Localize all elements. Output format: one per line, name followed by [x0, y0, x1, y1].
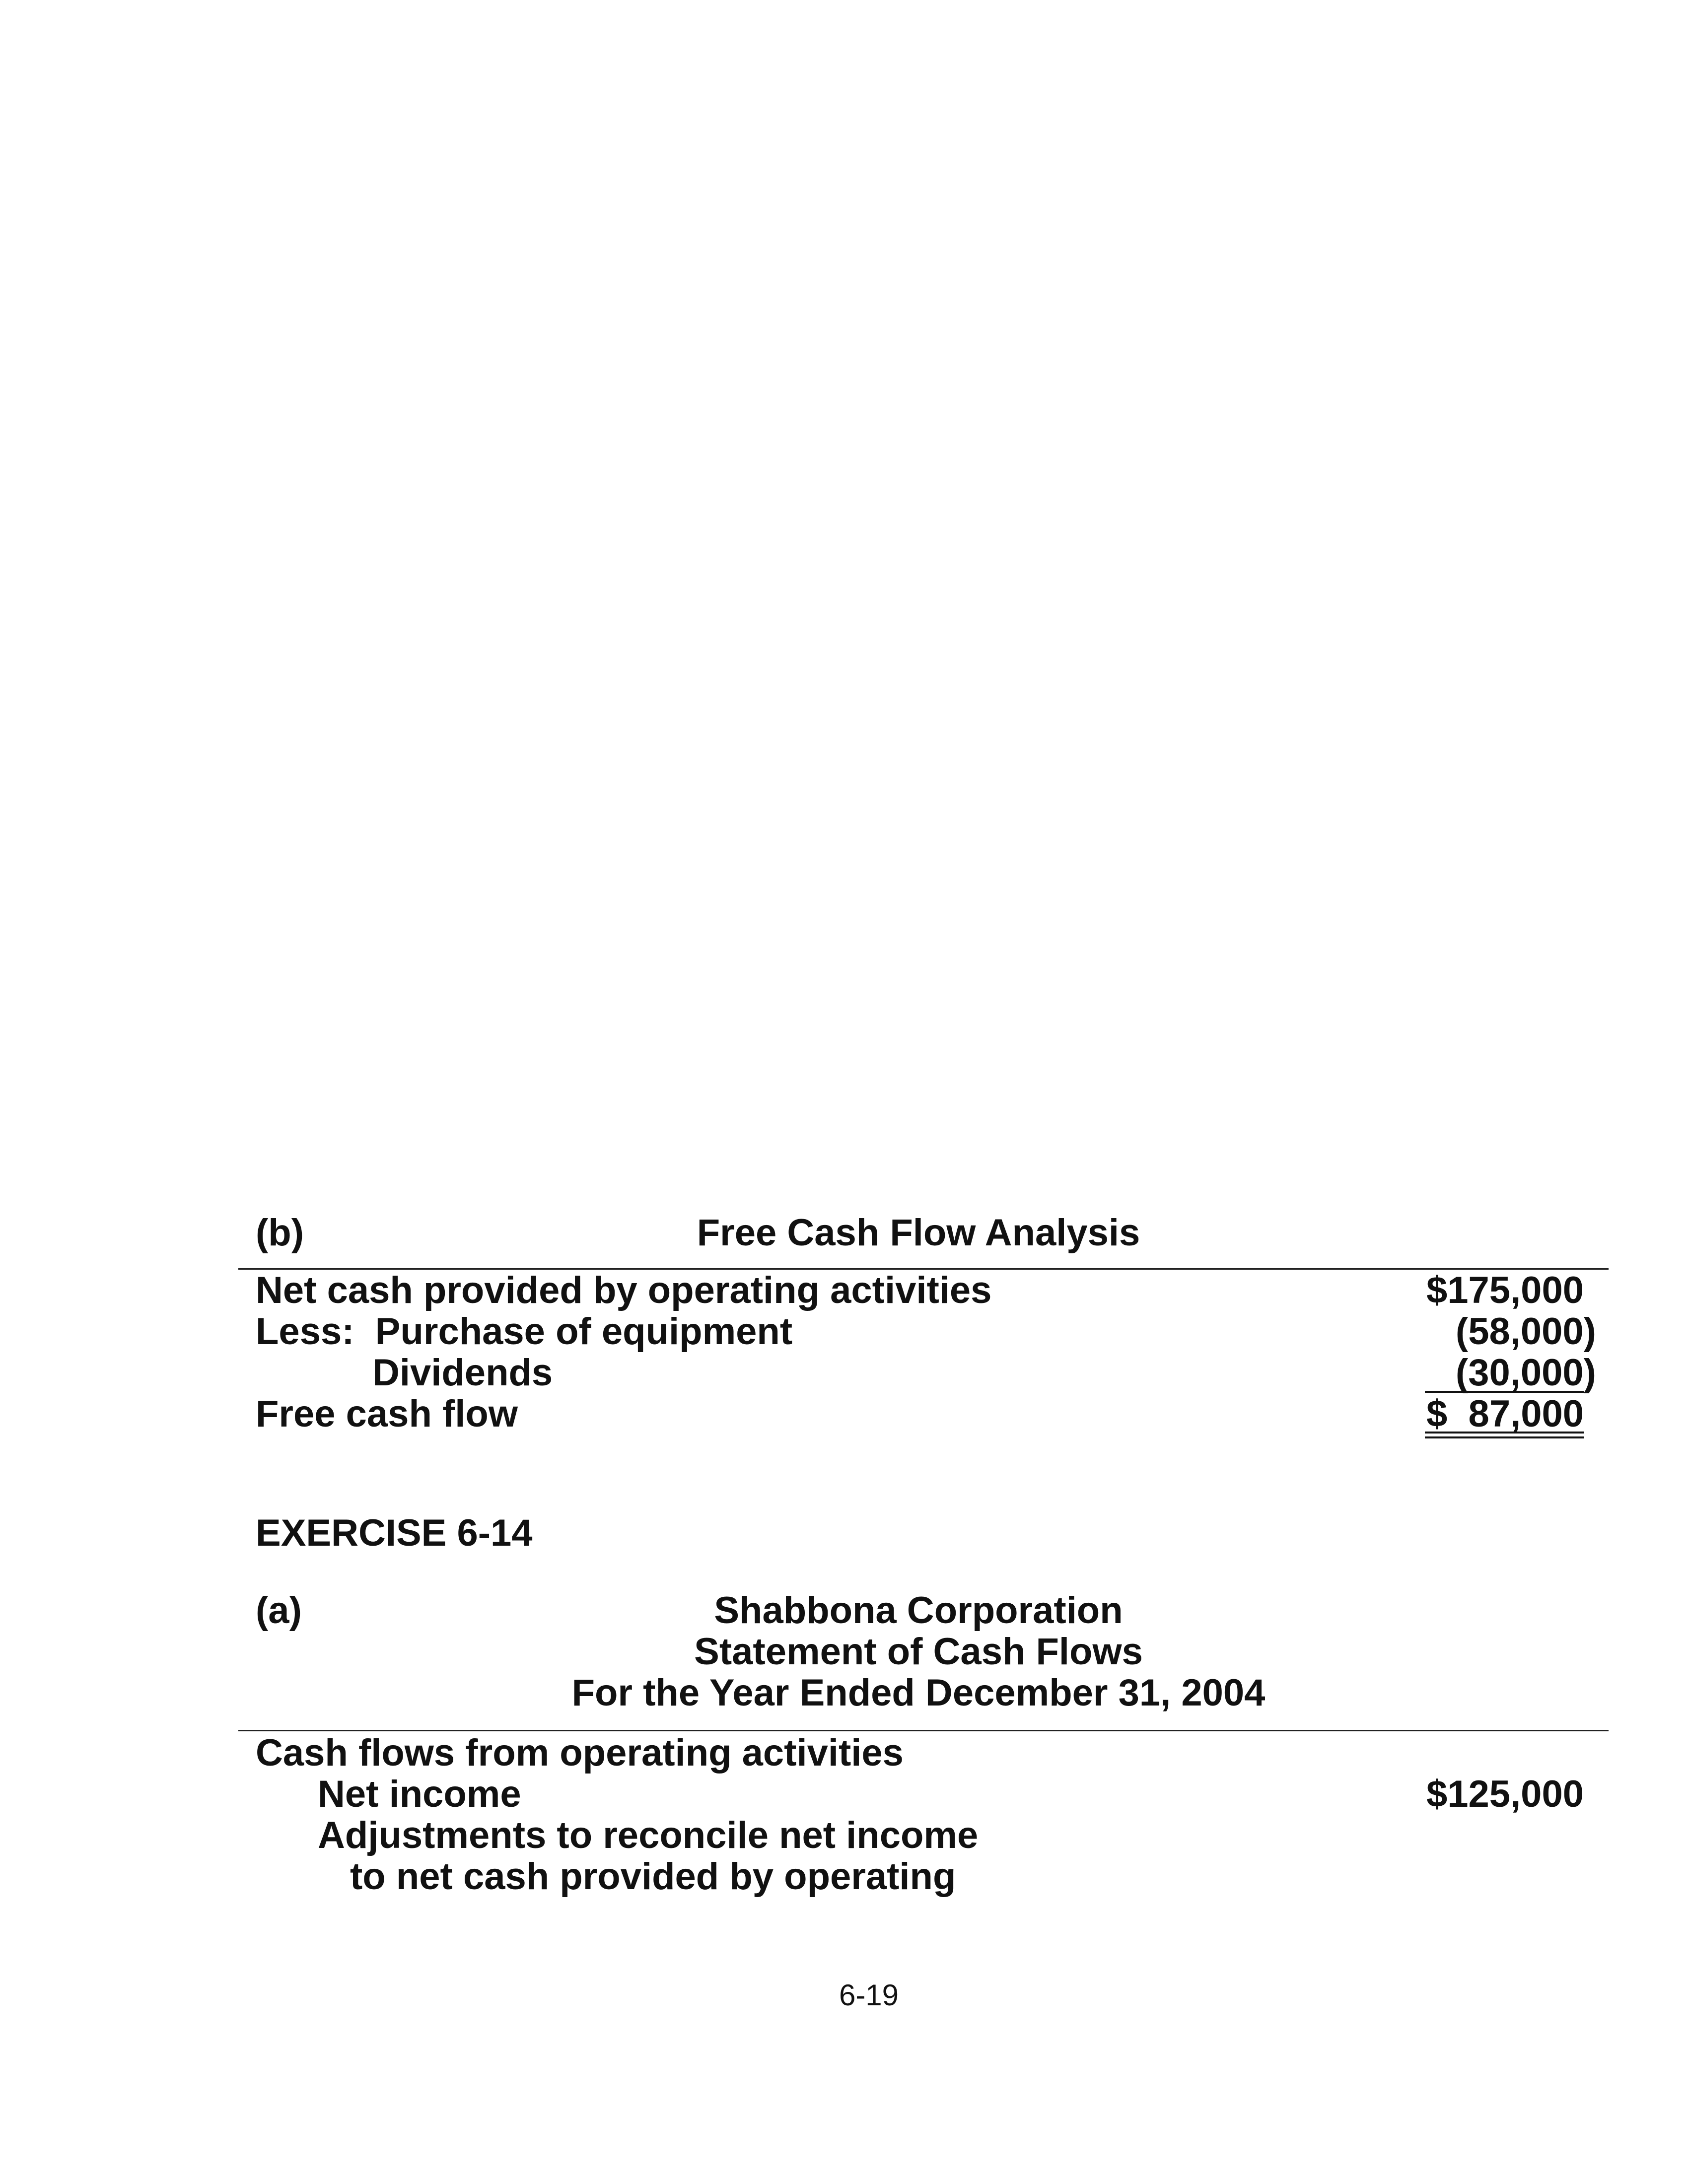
section-a-label: (a) [256, 1589, 302, 1632]
statement-title: Statement of Cash Flows [694, 1631, 1143, 1673]
row-amount-dividends: (30,000) [1455, 1352, 1596, 1394]
free-cash-flow-double-underline-2 [1425, 1436, 1584, 1438]
section-a-rule [238, 1730, 1609, 1731]
row-label-purchase-equipment: Less: Purchase of equipment [256, 1310, 793, 1353]
page-number: 6-19 [839, 1979, 899, 2012]
row-amount-free-cash-flow: $ 87,000 [1426, 1393, 1584, 1435]
row-amount-net-income: $125,000 [1426, 1773, 1584, 1815]
row-label-operating: Net cash provided by operating activities [256, 1269, 992, 1311]
section-b-label: (b) [256, 1212, 304, 1254]
row-label-cash-flows-operating: Cash flows from operating activities [256, 1732, 904, 1774]
statement-period: For the Year Ended December 31, 2004 [571, 1672, 1266, 1714]
company-name: Shabbona Corporation [714, 1589, 1123, 1632]
row-label-adjustments-cont: to net cash provided by operating [350, 1855, 956, 1898]
exercise-heading: EXERCISE 6-14 [256, 1512, 533, 1554]
row-label-net-income: Net income [318, 1773, 521, 1815]
free-cash-flow-double-underline-1 [1425, 1432, 1584, 1433]
row-amount-operating: $175,000 [1426, 1269, 1584, 1311]
row-amount-purchase-equipment: (58,000) [1455, 1310, 1596, 1353]
row-label-adjustments: Adjustments to reconcile net income [318, 1814, 979, 1856]
row-label-dividends: Dividends [372, 1352, 553, 1394]
section-b-title: Free Cash Flow Analysis [697, 1212, 1140, 1254]
row-label-free-cash-flow: Free cash flow [256, 1393, 518, 1435]
